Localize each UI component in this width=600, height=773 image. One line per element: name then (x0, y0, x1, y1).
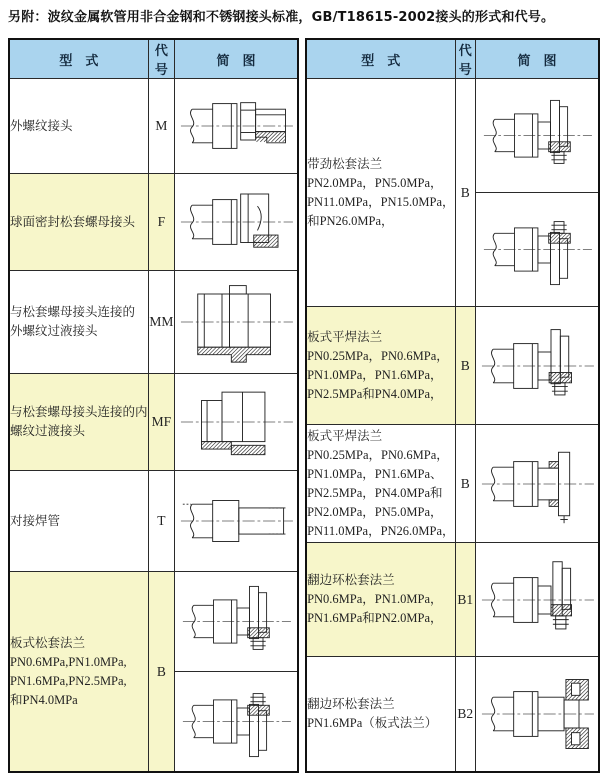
neck-loose-flange-top-diagram (476, 79, 598, 192)
type-line: PN0.6MPa，PN1.0MPa， (307, 592, 443, 606)
type-cell (306, 657, 455, 772)
type-line: PN0.25MPa，PN0.6MPa， (307, 447, 449, 462)
code-cell: B (455, 79, 475, 307)
type-line: PN11.0MPa，PN26.0MPa， (307, 523, 455, 538)
type-cell (9, 572, 148, 773)
type-line: 与松套螺母接头连接的内 (10, 405, 148, 419)
type-line: 板式平焊法兰 (307, 428, 383, 443)
type-line: PN1.0MPa，PN1.6MPa， (307, 367, 443, 382)
type-line: PN11.0MPa，PN15.0MPa， (307, 194, 455, 209)
code-cell: F (148, 174, 174, 271)
type-cell (9, 79, 148, 174)
table-row (9, 174, 298, 271)
diagram-cell (175, 79, 299, 174)
lap-ring-loose-flange-diagram (476, 558, 598, 642)
column-header: 代号 (455, 39, 475, 79)
column-header: 简 图 (175, 39, 299, 79)
diagram-cell (175, 271, 299, 374)
male-male-adapter-diagram (175, 280, 297, 364)
plate-weld-flange-diagram (476, 324, 598, 408)
type-line: 和PN26.0MPa， (307, 213, 394, 228)
type-line: 板式松套法兰 (10, 635, 86, 650)
diagram-cell (476, 543, 600, 657)
column-header: 代号 (148, 39, 174, 79)
butt-weld-pipe-diagram (175, 479, 297, 563)
plate-loose-flange-bottom-diagram (175, 671, 297, 771)
type-line: 外螺纹过液接头 (10, 324, 98, 338)
diagram-cell (175, 471, 299, 572)
table-row (306, 657, 599, 772)
type-line: 和PN4.0MPa (10, 692, 78, 707)
plate-loose-flange-top-diagram (175, 572, 297, 671)
code-cell: B (455, 307, 475, 425)
type-cell (9, 471, 148, 572)
diagram-cell (476, 657, 600, 772)
type-line: 对接焊管 (10, 513, 61, 528)
type-line: PN0.6MPa,PN1.0MPa, (10, 654, 127, 669)
table-row (9, 271, 298, 374)
neck-loose-flange-bottom-diagram (476, 192, 598, 306)
type-line: 翻边环松套法兰 (307, 573, 395, 587)
type-line: PN2.5MPa和PN4.0MPa， (307, 386, 443, 401)
code-cell: MM (148, 271, 174, 374)
code-cell: B1 (455, 543, 475, 657)
type-cell (306, 307, 455, 425)
table-row (306, 425, 599, 543)
type-cell (9, 271, 148, 374)
table-row (306, 79, 599, 307)
spherical-loose-nut-joint-diagram (175, 180, 297, 264)
type-line: 板式平焊法兰 (307, 329, 383, 344)
table-row (306, 307, 599, 425)
code-cell: MF (148, 374, 174, 471)
type-line: PN1.6MPa和PN2.0MPa， (307, 611, 443, 625)
diagram-cell (476, 307, 600, 425)
type-cell (306, 425, 455, 543)
type-line: 翻边环松套法兰 (307, 696, 395, 711)
type-line: PN2.0MPa，PN5.0MPa， (307, 504, 443, 519)
fittings-table-right (305, 38, 600, 773)
code-cell: T (148, 471, 174, 572)
type-line: 螺纹过渡接头 (10, 424, 86, 438)
type-line: PN1.6MPa（板式法兰） (307, 715, 438, 730)
diagram-cell (175, 374, 299, 471)
code-cell: B (148, 572, 174, 773)
type-line: 带劲松套法兰 (307, 156, 383, 171)
diagram-cell (476, 79, 600, 307)
type-cell (9, 374, 148, 471)
diagram-cell (476, 425, 600, 543)
male-thread-joint-diagram (175, 84, 297, 168)
type-cell (306, 543, 455, 657)
type-line: 外螺纹接头 (10, 118, 73, 133)
type-line: PN0.25MPa，PN0.6MPa， (307, 348, 449, 363)
male-female-adapter-diagram (175, 380, 297, 464)
diagram-cell (175, 174, 299, 271)
column-header: 型 式 (306, 39, 455, 79)
type-cell (306, 79, 455, 307)
table-row (9, 374, 298, 471)
table-row (9, 79, 298, 174)
code-cell: B (455, 425, 475, 543)
table-row (9, 572, 298, 773)
type-line: PN1.0MPa，PN1.6MPa、 (307, 466, 443, 481)
page-title: 另附：波纹金属软管用非合金钢和不锈钢接头标准，GB/T18615-2002接头的形式和代号。 (8, 10, 555, 25)
type-line: PN1.6MPa,PN2.5MPa, (10, 673, 127, 688)
type-cell (9, 174, 148, 271)
lap-ring-plate-flange-diagram (476, 672, 598, 756)
plate-weld-flange-wide-diagram (476, 442, 598, 526)
diagram-cell (175, 572, 299, 773)
code-cell: B2 (455, 657, 475, 772)
fittings-tables-container (8, 38, 600, 773)
type-line: 球面密封松套螺母接头 (10, 214, 136, 229)
type-line: PN2.0MPa，PN5.0MPa， (307, 175, 443, 190)
fittings-table-left (8, 38, 299, 773)
table-row (306, 543, 599, 657)
column-header: 型 式 (9, 39, 148, 79)
column-header: 简 图 (476, 39, 600, 79)
type-line: PN2.5MPa，PN4.0MPa和 (307, 485, 443, 500)
code-cell: M (148, 79, 174, 174)
type-line: 与松套螺母接头连接的 (10, 305, 136, 319)
table-row (9, 471, 298, 572)
